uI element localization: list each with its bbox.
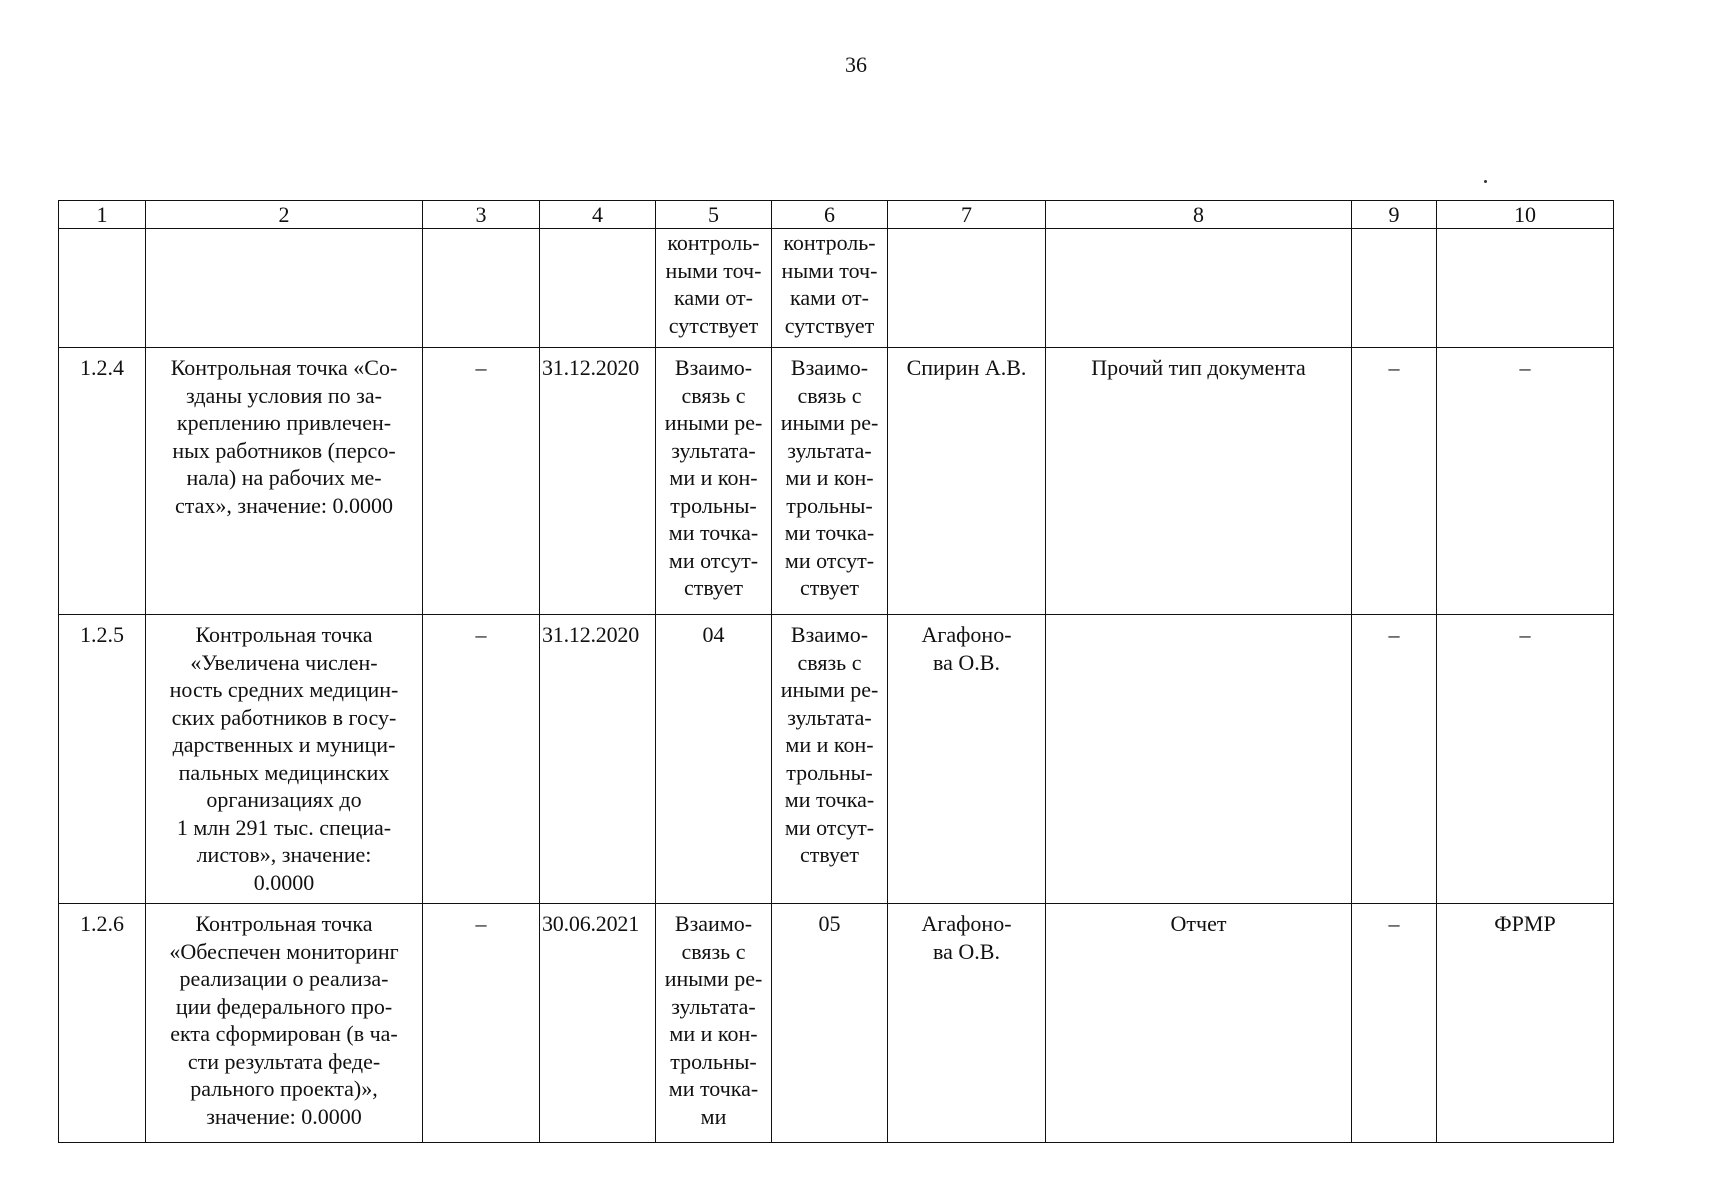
column-9-value (1352, 229, 1437, 348)
deadline-date: 31.12.2020 (540, 348, 656, 615)
column-header-8: 8 (1046, 201, 1352, 229)
column-header-10: 10 (1437, 201, 1614, 229)
column-header-9: 9 (1352, 201, 1437, 229)
column-3-value: – (423, 904, 540, 1143)
column-header-7: 7 (888, 201, 1046, 229)
deadline-date: 31.12.2020 (540, 615, 656, 904)
row-id (59, 229, 146, 348)
column-3-value: – (423, 615, 540, 904)
column-header-5: 5 (656, 201, 772, 229)
column-header-2: 2 (146, 201, 423, 229)
document-type: Отчет (1046, 904, 1352, 1143)
column-header-1: 1 (59, 201, 146, 229)
column-5-value: 04 (656, 615, 772, 904)
row-id: 1.2.4 (59, 348, 146, 615)
column-6-value: контроль- ными точ- ками от- сутствует (772, 229, 888, 348)
column-5-value: контроль- ными точ- ками от- сутствует (656, 229, 772, 348)
table-row (59, 229, 1614, 348)
page-number: 36 (845, 52, 867, 77)
column-5-value: Взаимо- связь с иными ре- зультата- ми и кон- трольны- ми точка- ми отсут- ствует (656, 348, 772, 615)
table-row (59, 904, 1614, 1143)
deadline-date (540, 229, 656, 348)
scan-speck (1484, 180, 1487, 183)
document-type (1046, 615, 1352, 904)
column-header-4: 4 (540, 201, 656, 229)
column-10-value: – (1437, 348, 1614, 615)
responsible-person: Агафоно- ва О.В. (888, 615, 1046, 904)
column-10-value (1437, 229, 1614, 348)
control-points-table (58, 200, 1614, 1143)
column-header-6: 6 (772, 201, 888, 229)
control-point-name: Контрольная точка «Со- зданы условия по за- креплению привлечен- ных работников (персо- нала) на рабочих ме- стах», значение: 0.0000 (146, 348, 423, 615)
column-9-value: – (1352, 348, 1437, 615)
column-6-value: Взаимо- связь с иными ре- зультата- ми и кон- трольны- ми точка- ми отсут- ствует (772, 348, 888, 615)
table-row (59, 348, 1614, 615)
column-6-value: 05 (772, 904, 888, 1143)
table-row (59, 615, 1614, 904)
row-id: 1.2.5 (59, 615, 146, 904)
document-type: Прочий тип документа (1046, 348, 1352, 615)
column-9-value: – (1352, 904, 1437, 1143)
responsible-person (888, 229, 1046, 348)
column-10-value: – (1437, 615, 1614, 904)
control-point-name: Контрольная точка «Обеспечен мониторинг реализации о реализа- ции федерального про- екта сформирован (в ча- сти результата феде- рального проекта)», значение: 0.0000 (146, 904, 423, 1143)
responsible-person: Спирин А.В. (888, 348, 1046, 615)
row-id: 1.2.6 (59, 904, 146, 1143)
document-type (1046, 229, 1352, 348)
column-3-value (423, 229, 540, 348)
control-point-name (146, 229, 423, 348)
column-3-value: – (423, 348, 540, 615)
column-9-value: – (1352, 615, 1437, 904)
column-6-value: Взаимо- связь с иными ре- зультата- ми и кон- трольны- ми точка- ми отсут- ствует (772, 615, 888, 904)
column-number-row (59, 201, 1614, 229)
column-5-value: Взаимо- связь с иными ре- зультата- ми и кон- трольны- ми точка- ми (656, 904, 772, 1143)
control-point-name: Контрольная точка «Увеличена числен- ность средних медицин- ских работников в госу- дарственных и муници- пальных медицинских организациях до 1 млн 291 тыс. специа- листов», значение: 0.0000 (146, 615, 423, 904)
column-header-3: 3 (423, 201, 540, 229)
responsible-person: Агафоно- ва О.В. (888, 904, 1046, 1143)
deadline-date: 30.06.2021 (540, 904, 656, 1143)
column-10-value: ФРМР (1437, 904, 1614, 1143)
